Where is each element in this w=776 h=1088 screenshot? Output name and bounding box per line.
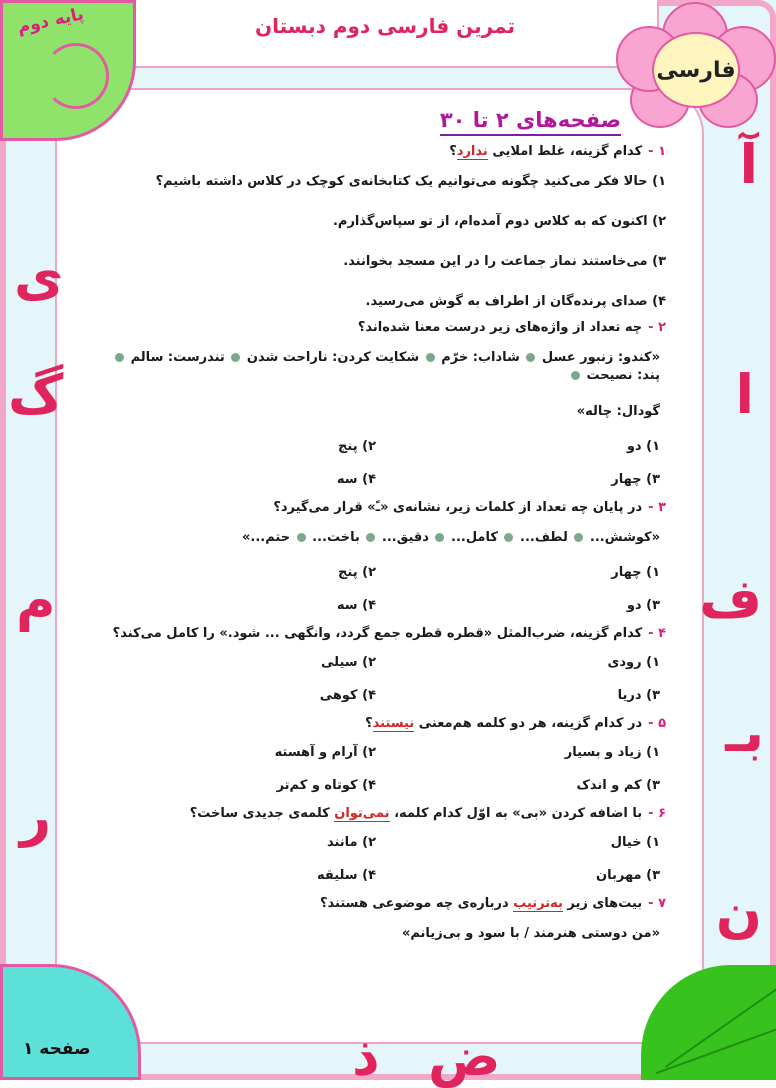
word-list: [112, 529, 660, 547]
question-text: ؟: [449, 144, 457, 159]
bullet-icon: [115, 353, 124, 362]
question-number: ۶ -: [648, 806, 666, 821]
spiral-icon: [43, 43, 109, 109]
highlight-word: نیستند: [372, 716, 415, 731]
side-letter: گ: [8, 363, 64, 426]
option[interactable]: ۱) حالا فکر می‌کنید چگونه می‌توانیم یک کتابخانه‌ی کوچک در کلاس داشته باشیم؟: [155, 174, 666, 189]
page-number: صفحه ۱: [23, 1039, 91, 1059]
word-pair: تندرست: سالم: [130, 350, 225, 365]
side-letter: آ: [739, 133, 758, 196]
word-pair: پند: نصیحت: [586, 368, 660, 383]
question-text: در کدام گزینه، هر دو کلمه هم‌معنی: [414, 716, 643, 731]
option[interactable]: ۴) صدای پرنده‌گان از اطراف به گوش می‌رسید.: [365, 294, 666, 309]
word: باخت...: [312, 530, 360, 545]
subject-label: فارسی: [652, 32, 740, 108]
option[interactable]: ۳) دو: [626, 598, 660, 613]
bullet-icon: [297, 533, 306, 542]
options-grid: [112, 439, 660, 487]
option[interactable]: ۴) سه: [336, 598, 376, 613]
word: «کوشش...: [589, 530, 660, 545]
question-text: درباره‌ی چه موضوعی هستند؟: [319, 896, 514, 911]
question-3: [106, 499, 666, 517]
question-number: ۳ -: [648, 500, 666, 515]
bullet-icon: [526, 353, 535, 362]
option[interactable]: ۲) پنج: [338, 439, 376, 454]
bullet-icon: [366, 533, 375, 542]
side-letter: ض: [428, 1025, 501, 1088]
question-number: ۲ -: [648, 320, 666, 335]
option[interactable]: ۱) رودی: [607, 655, 660, 670]
side-letter: ا: [735, 363, 754, 426]
option[interactable]: ۱) خیال: [610, 835, 660, 850]
question-text: کلمه‌ی جدیدی ساخت؟: [189, 806, 335, 821]
question-text: در پایان چه تعداد از کلمات زیر، نشانه‌ی «ـً» قرار می‌گیرد؟: [273, 500, 643, 515]
side-letter: ن: [715, 881, 762, 944]
question-text: بیت‌های زیر: [562, 896, 643, 911]
option[interactable]: ۴) کوهی: [319, 688, 376, 703]
highlight-word: ندارد: [456, 144, 488, 159]
question-number: ۱ -: [648, 144, 666, 159]
question-2: [106, 319, 666, 337]
option[interactable]: ۳) دریا: [617, 688, 660, 703]
option[interactable]: ۴) سلیقه: [316, 868, 376, 883]
option[interactable]: ۴) سه: [336, 472, 376, 487]
bullet-icon: [435, 533, 444, 542]
option[interactable]: ۳) می‌خاستند نماز جماعت را در این مسجد بخوانند.: [343, 254, 666, 269]
bullet-icon: [426, 353, 435, 362]
question-text: ؟: [365, 716, 373, 731]
word-pair: شاداب: خرّم: [441, 350, 520, 365]
leaf-vein: [655, 1018, 776, 1075]
options-grid: [112, 835, 660, 883]
bullet-icon: [231, 353, 240, 362]
option[interactable]: ۲) پنج: [338, 565, 376, 580]
question-text: کدام گزینه، غلط املایی: [487, 144, 643, 159]
question-number: ۷ -: [648, 896, 666, 911]
question-text: کدام گزینه، ضرب‌المثل «قطره قطره جمع گردد، وانگهی ... شود.» را کامل می‌کند؟: [112, 626, 643, 641]
side-letter: م: [16, 569, 56, 632]
question-number: ۴ -: [648, 626, 666, 641]
question-1: [106, 143, 666, 161]
word: دقیق...: [381, 530, 429, 545]
option[interactable]: ۴) کوتاه و کم‌تر: [276, 778, 376, 793]
question-4: [106, 625, 666, 643]
option[interactable]: ۱) دو: [626, 439, 660, 454]
leaf-vein: [665, 974, 776, 1067]
side-letter: ذ: [352, 1025, 380, 1088]
side-letter: ی: [14, 245, 64, 308]
bullet-icon: [504, 533, 513, 542]
word-pair: گودال: چاله»: [576, 404, 660, 419]
options-grid: [112, 655, 660, 703]
word: لطف...: [520, 530, 568, 545]
word: حتم...»: [241, 530, 291, 545]
highlight-word: به‌ترتیب: [513, 896, 563, 911]
word: کامل...: [451, 530, 498, 545]
side-letter: بـ: [725, 701, 764, 764]
side-letter: ف: [699, 567, 762, 630]
question-number: ۵ -: [648, 716, 666, 731]
option[interactable]: ۲) آرام و آهسته: [274, 745, 376, 760]
page-range: صفحه‌های ۲ تا ۳۰: [440, 108, 621, 136]
word-pair: شکایت کردن: ناراحت شدن: [246, 350, 420, 365]
option[interactable]: ۱) زیاد و بسیار: [564, 745, 660, 760]
option[interactable]: ۳) کم و اندک: [576, 778, 660, 793]
poem-verse: «من دوستی هنرمند / با سود و بی‌زیانم»: [401, 926, 660, 941]
option[interactable]: ۲) مانند: [326, 835, 376, 850]
question-5: [106, 715, 666, 733]
bullet-icon: [571, 371, 580, 380]
grade-label: پایه دوم: [15, 4, 86, 38]
question-6: [106, 805, 666, 823]
worksheet: [106, 143, 666, 961]
word-list: [112, 349, 660, 385]
flower-badge: [618, 6, 768, 126]
word-pair: «کندو: زنبور عسل: [541, 350, 660, 365]
highlight-word: نمی‌توان: [334, 806, 390, 821]
option[interactable]: ۳) چهار: [611, 472, 660, 487]
options-grid: [112, 745, 660, 793]
options-grid: [112, 565, 660, 613]
side-letter: ر: [20, 785, 52, 848]
question-text: با اضافه کردن «بی» به اوّل کدام کلمه،: [389, 806, 643, 821]
option[interactable]: ۱) چهار: [611, 565, 660, 580]
question-text: چه تعداد از واژه‌های زیر درست معنا شده‌اند؟: [357, 320, 643, 335]
page-title: تمرین فارسی دوم دبستان: [255, 14, 515, 38]
option[interactable]: ۲) اکنون که به کلاس دوم آمده‌ام، از تو سپاس‌گذارم.: [332, 214, 666, 229]
bullet-icon: [574, 533, 583, 542]
option[interactable]: ۳) مهربان: [596, 868, 660, 883]
question-7: [106, 895, 666, 913]
option[interactable]: ۲) سیلی: [321, 655, 376, 670]
